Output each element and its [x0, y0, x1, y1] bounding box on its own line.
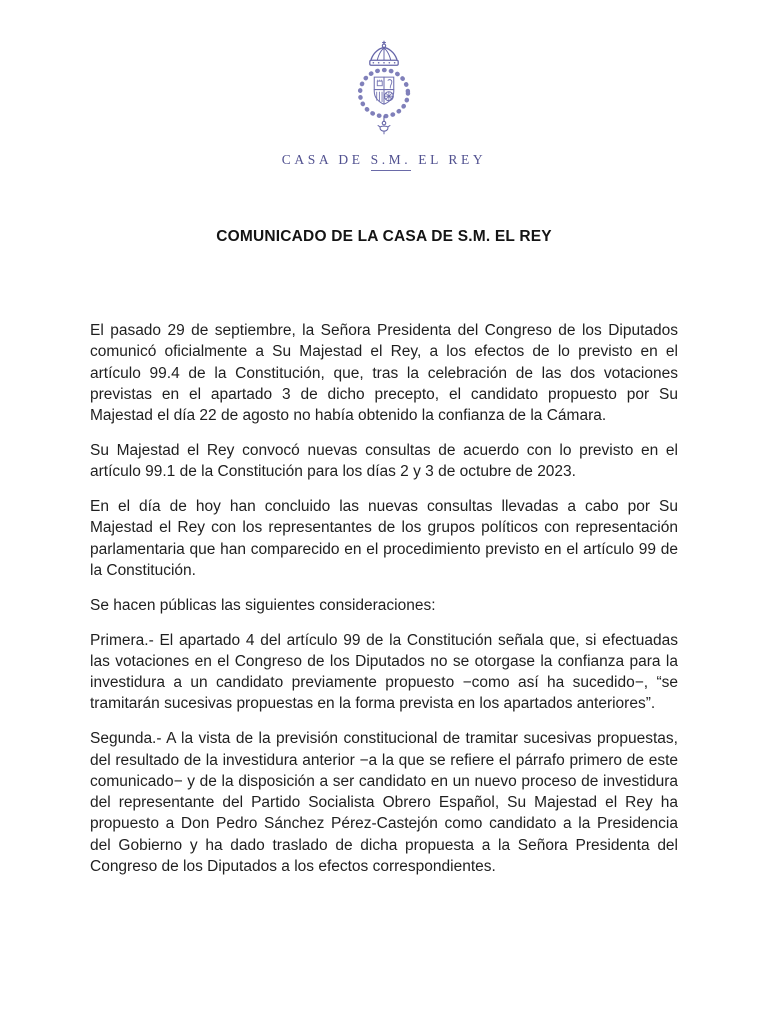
org-name-sm: S.M. — [371, 152, 412, 171]
document-body — [90, 320, 678, 877]
royal-crest-icon — [344, 31, 424, 141]
document-title: COMUNICADO DE LA CASA DE S.M. EL REY — [216, 228, 552, 245]
org-name-suffix: EL REY — [411, 152, 487, 167]
paragraph-consultas: Su Majestad el Rey convocó nuevas consultas de acuerdo con lo previsto en el artículo 99.1 de la Constitución para los días 2 y 3 de octubre de 2023. — [90, 441, 678, 481]
paragraph-consideraciones-lead: Se hacen públicas las siguientes consideraciones: — [90, 596, 436, 614]
paragraph-intro: El pasado 29 de septiembre, la Señora Presidenta del Congreso de los Diputados comunicó oficialmente a Su Majestad el Rey, a los efectos de lo previsto en el artículo 99.4 de la Constitución, que, tras la celebración de las dos votaciones previstas en el apartado 3 de dicho precepto, el candidato propuesto por Su Majestad el día 22 de agosto no había obtenido la confianza de la Cámara. — [90, 322, 678, 425]
paragraph-conclusion-consultas: En el día de hoy han concluido las nuevas consultas llevadas a cabo por Su Majestad el Rey con los representantes de los grupos políticos con representación parlamentaria que han comparecido en el procedimiento previsto en el artículo 99 de la Constitución. — [90, 498, 678, 579]
org-name — [0, 152, 768, 168]
letterhead — [0, 0, 768, 168]
paragraph-primera: Primera.- El apartado 4 del artículo 99 de la Constitución señala que, si efectuadas las votaciones en el Congreso de los Diputados no se otorgase la confianza para la investidura a un candidato previamente propuesto −como así ha sucedido−, “se tramitarán sucesivas propuestas en la forma prevista en los apartados anteriores”. — [90, 631, 678, 713]
org-name-prefix: CASA DE — [281, 152, 371, 167]
paragraph-segunda: Segunda.- A la vista de la previsión constitucional de tramitar sucesivas propuestas, del resultado de la investidura anterior −a la que se refiere el párrafo primero de este comunicado− y de la disposición a ser candidato en un nuevo proceso de investidura del representante del Partido Socialista Obrero Español, Su Majestad el Rey ha propuesto a Don Pedro Sánchez Pérez-Castejón como candidato a la Presidencia del Gobierno y ha dado traslado de dicha propuesta a la Señora Presidenta del Congreso de los Diputados a los efectos correspondientes. — [90, 730, 678, 876]
